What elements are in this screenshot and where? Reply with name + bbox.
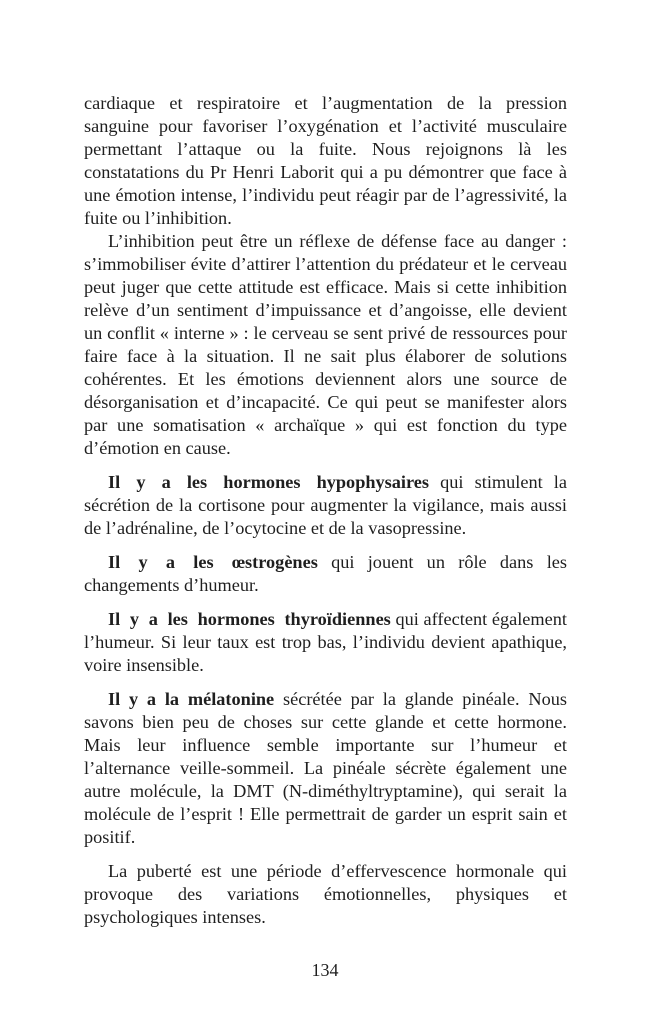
paragraph-fight-or-flight <box>84 92 567 230</box>
paragraph-text: L’inhibition peut être un réflexe de défense face au danger : s’immobiliser évite d’attirer l’attention du prédateur et le cerveau peut juger que cette attitude est efficace. Mais si cette inhibition relève d’un sentiment d’impuissance et d’angoisse, elle devient un conflit « interne » : le cerveau se sent privé de ressources pour faire face à la situation. Il ne sait plus élaborer de solutions cohérentes. Et les émotions deviennent alors une source de désorganisation et d’incapacité. Ce qui peut se manifester alors par une somatisation « archaïque » qui est fonction du type d’émotion en cause. <box>84 231 567 458</box>
paragraph-text: sécrétée par la glande pinéale. Nous savons bien peu de choses sur cette glande et cette hormone. Mais leur influence semble importante sur l’humeur et l’alternance veille-sommeil. La pinéale sécrète également une autre molécule, la DMT (N-diméthyltryptamine), qui serait la molécule de l’esprit ! Elle permettrait de garder un esprit sain et positif. <box>84 689 567 847</box>
paragraph-estrogens <box>84 551 567 597</box>
paragraph-puberty <box>84 860 567 929</box>
paragraph-lead: Il y a les hormones thyroïdiennes <box>108 609 391 629</box>
paragraph-melatonin <box>84 688 567 849</box>
paragraph-thyroid-hormones <box>84 608 567 677</box>
paragraph-lead: Il y a les œstrogènes <box>108 552 318 572</box>
paragraph-inhibition <box>84 230 567 460</box>
paragraph-lead: Il y a la mélatonine <box>108 689 275 709</box>
paragraph-text: qui jouent un rôle dans les changements d’humeur. <box>84 552 567 595</box>
paragraph-text: qui stimulent la sécrétion de la cortisone pour augmenter la vigilance, mais aussi de l’adrénaline, de l’ocytocine et de la vasopressine. <box>84 472 567 538</box>
paragraph-text: cardiaque et respiratoire et l’augmentation de la pression sanguine pour favoriser l’oxygénation et l’activité musculaire permettant l’attaque ou la fuite. Nous rejoignons là les constatations du Pr Henri Laborit qui a pu démontrer que face à une émotion intense, l’individu peut réagir par de l’agressivité, la fuite ou l’inhibition. <box>84 93 567 228</box>
paragraph-text: La puberté est une période d’effervescence hormonale qui provoque des variations émotionnelles, physiques et psychologiques intenses. <box>84 861 567 927</box>
paragraph-pituitary-hormones <box>84 471 567 540</box>
page-number: 134 <box>311 960 339 980</box>
page-body <box>84 92 567 929</box>
paragraph-lead: Il y a les hormones hypophysaires <box>108 472 430 492</box>
paragraph-text: qui affectent également l’humeur. Si leur taux est trop bas, l’individu devient apathique, voire insensible. <box>84 609 567 675</box>
